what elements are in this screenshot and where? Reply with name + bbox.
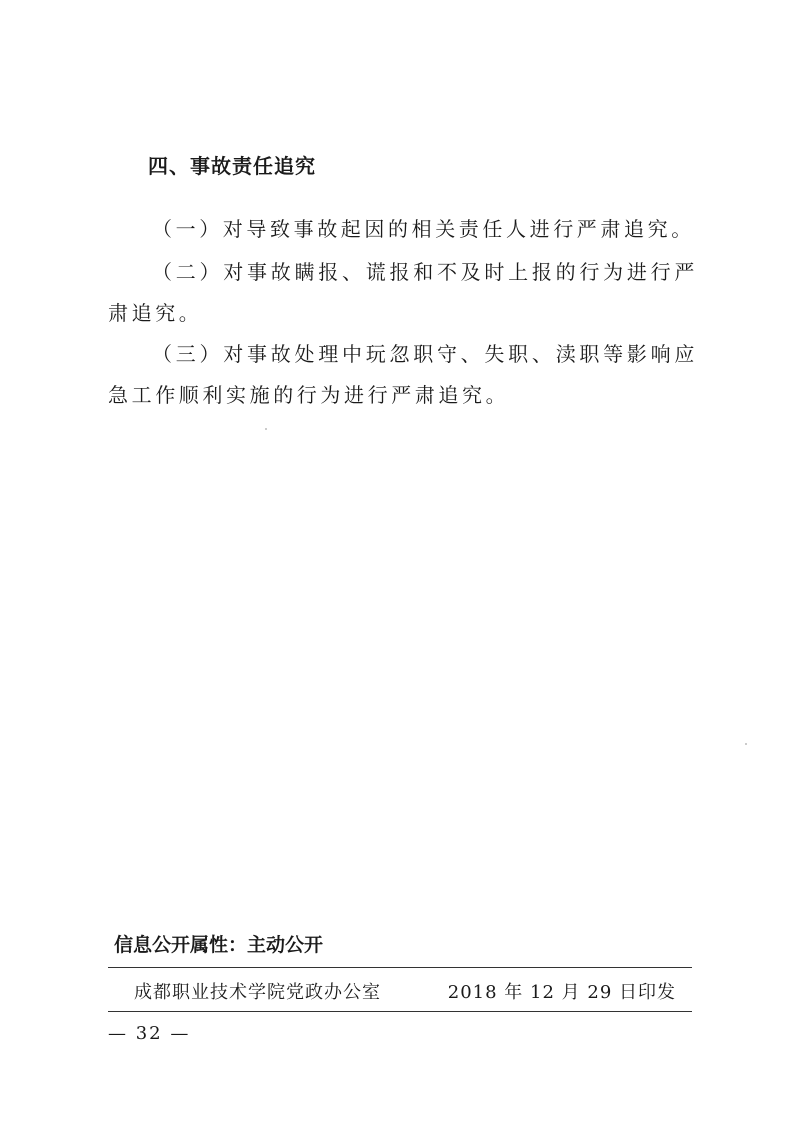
clause-paragraph-3: （三）对事故处理中玩忽职守、失职、渎职等影响应急工作顺利实施的行为进行严肃追究。 — [108, 342, 698, 407]
section-heading: 四、事故责任追究 — [148, 154, 316, 178]
issue-date: 2018 年 12 月 29 日印发 — [447, 982, 676, 1003]
issuing-office: 成都职业技术学院党政办公室 — [134, 982, 381, 1003]
scan-speck — [745, 743, 747, 745]
clause-paragraph-1: （一）对导致事故起因的相关责任人进行严肃追究。 — [152, 217, 695, 241]
footer-rule-top — [108, 967, 692, 968]
scan-speck — [265, 428, 267, 430]
footer-rule-bottom — [108, 1011, 692, 1012]
disclosure-attribute: 信息公开属性：主动公开 — [114, 934, 324, 956]
clause-paragraph-2: （二）对事故瞒报、谎报和不及时上报的行为进行严肃追究。 — [108, 260, 698, 325]
page-number: — 32 — — [108, 1023, 191, 1044]
